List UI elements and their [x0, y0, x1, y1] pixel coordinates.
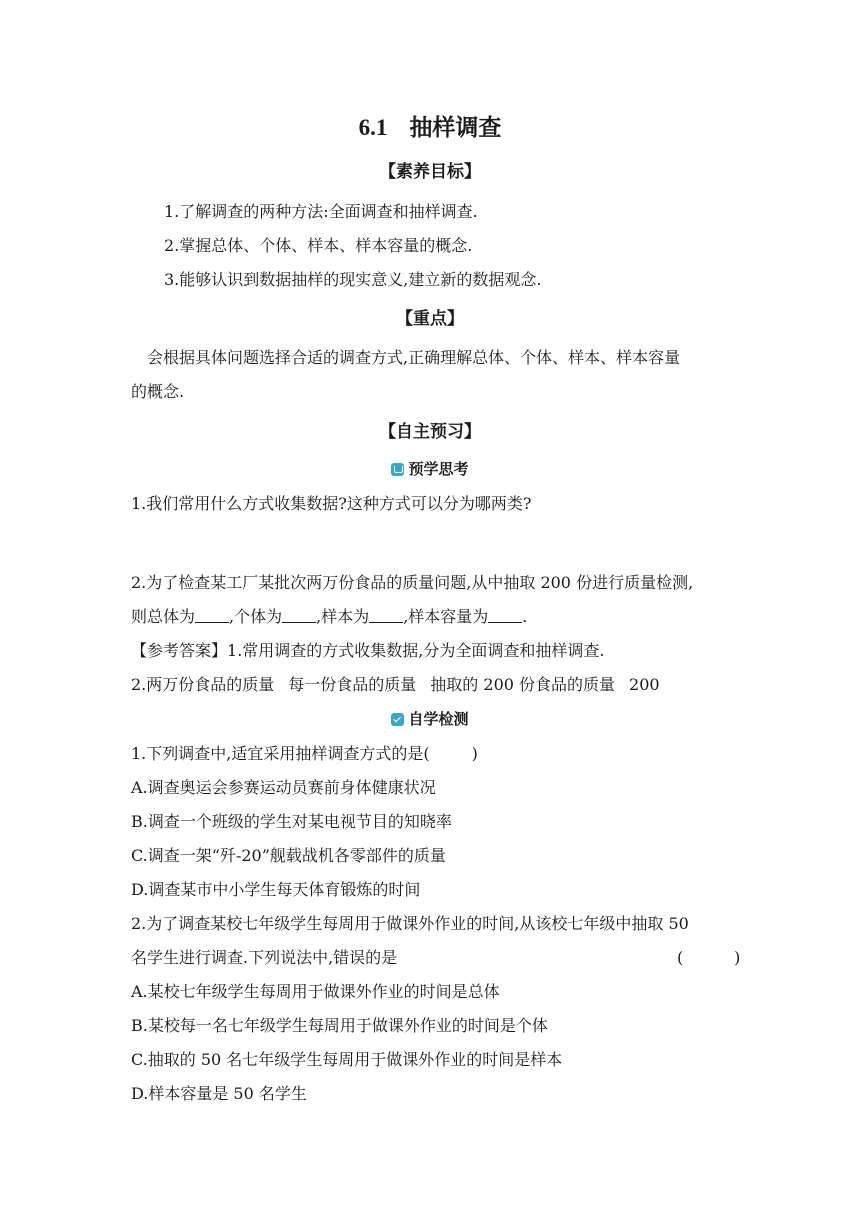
q2-part-2: ,个体为 [229, 607, 283, 626]
goals-heading: 【素养目标】 [379, 162, 481, 182]
q1-option-d: D.调查某市中小学生每天体育锻炼的时间 [131, 880, 421, 899]
keypoint-line-2: 的概念. [131, 382, 185, 401]
page-title [0, 113, 860, 143]
q2-part-5: . [522, 607, 528, 626]
answer-label: 【参考答案】 [131, 641, 228, 660]
answer-text-1: 1.常用调查的方式收集数据,分为全面调查和抽样调查. [227, 641, 605, 660]
answer-line-2 [131, 675, 660, 695]
q2-option-a: A.某校七年级学生每周用于做课外作业的时间是总体 [131, 982, 500, 1001]
section-number: 6.1 [358, 115, 388, 140]
blank-sample-size[interactable] [488, 608, 522, 623]
q2-part-1: 则总体为 [131, 607, 196, 626]
answer-item-3: 抽取的 200 份食品的质量 [430, 675, 616, 694]
blank-total[interactable] [195, 608, 229, 623]
q1-option-b: B.调查一个班级的学生对某电视节目的知晓率 [131, 812, 452, 831]
think-subheading [0, 459, 860, 479]
answer-item-1: 两万份食品的质量 [146, 675, 275, 694]
book-icon [391, 463, 404, 476]
think-label: 预学思考 [408, 460, 469, 478]
keypoint-line-1: 会根据具体问题选择合适的调查方式,正确理解总体、个体、样本、样本容量 [147, 348, 681, 367]
think-question-2-line-1: 2.为了检查某工厂某批次两万份食品的质量问题,从中抽取 200 份进行质量检测, [131, 573, 694, 592]
q1-stem-text: 1.下列调查中,适宜采用抽样调查方式的是( [131, 744, 430, 763]
answer-item-4: 200 [629, 675, 660, 694]
blank-sample[interactable] [369, 608, 403, 623]
q2-option-b: B.某校每一名七年级学生每周用于做课外作业的时间是个体 [131, 1016, 548, 1035]
q2-answer-paren[interactable]: ( ) [677, 948, 741, 967]
q1-paren-close: ) [471, 744, 478, 763]
check-question-2-stem-line-2 [131, 948, 731, 968]
goal-item-1: 1.了解调查的两种方法:全面调查和抽样调查. [164, 202, 478, 221]
q1-option-c: C.调查一架“歼-20”舰载战机各零部件的质量 [131, 846, 446, 865]
q2-part-4: ,样本容量为 [403, 607, 489, 626]
answer-item-2: 每一份食品的质量 [288, 675, 417, 694]
think-question-2-line-2 [131, 607, 527, 627]
goal-item-2: 2.掌握总体、个体、样本、样本容量的概念. [164, 236, 473, 255]
q2-option-c: C.抽取的 50 名七年级学生每周用于做课外作业的时间是样本 [131, 1050, 563, 1069]
blank-individual[interactable] [282, 608, 316, 623]
goal-item-3: 3.能够认识到数据抽样的现实意义,建立新的数据观念. [164, 270, 542, 289]
q2-stem-text: 名学生进行调查.下列说法中,错误的是 [131, 948, 398, 967]
think-question-1: 1.我们常用什么方式收集数据?这种方式可以分为哪两类? [131, 494, 532, 513]
check-icon [391, 713, 404, 726]
check-label: 自学检测 [408, 710, 469, 728]
q2-part-3: ,样本为 [316, 607, 370, 626]
check-question-1-stem [131, 744, 478, 764]
keypoint-heading: 【重点】 [396, 309, 464, 329]
answer-line-1 [131, 641, 604, 661]
check-question-2-stem-line-1: 2.为了调查某校七年级学生每周用于做课外作业的时间,从该校七年级中抽取 50 [131, 914, 689, 933]
q2-option-d: D.样本容量是 50 名学生 [131, 1084, 307, 1103]
check-subheading [0, 709, 860, 729]
preview-heading: 【自主预习】 [379, 422, 481, 442]
section-title: 抽样调查 [409, 115, 502, 141]
answer-line-2-prefix: 2. [131, 675, 147, 694]
q1-option-a: A.调查奥运会参赛运动员赛前身体健康状况 [131, 778, 436, 797]
